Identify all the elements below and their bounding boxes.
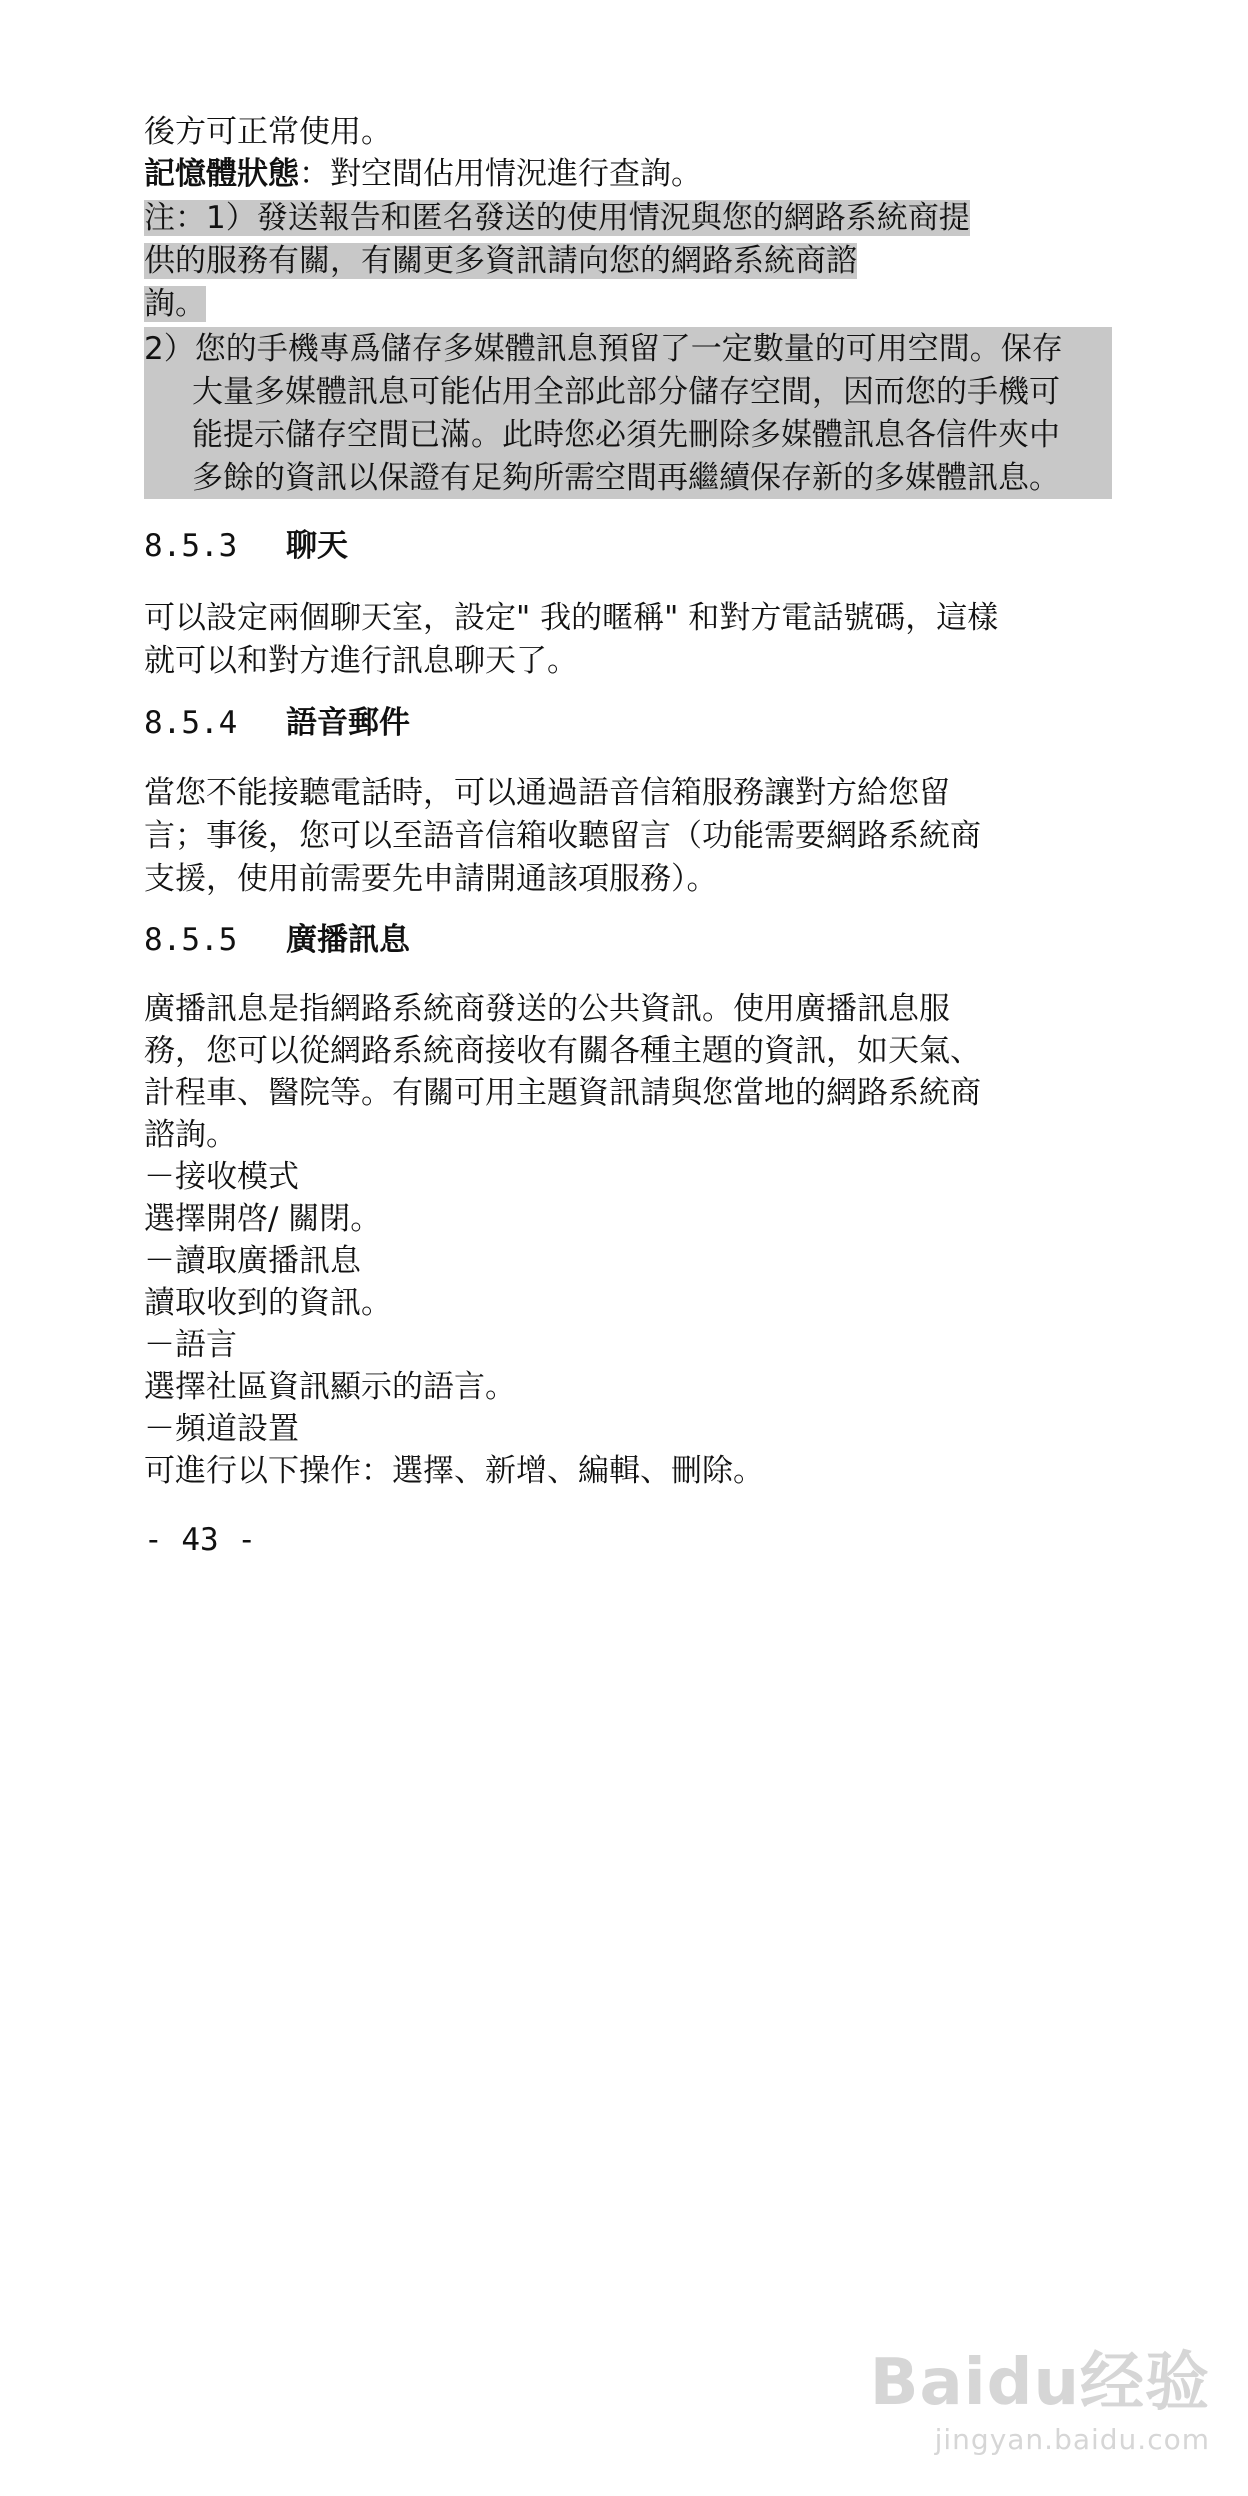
page-number: - 43 - bbox=[144, 1522, 256, 1558]
section-title: 語音郵件 bbox=[286, 705, 410, 741]
note-2-line-3: 能提示儲存空間已滿。此時您必須先刪除多媒體訊息各信件夾中 bbox=[192, 417, 1060, 453]
watermark bbox=[870, 2331, 1210, 2456]
text-line: 後方可正常使用。 bbox=[144, 114, 392, 150]
memory-status-label: 記憶體狀態 bbox=[144, 156, 299, 192]
chat-body-line: 就可以和對方進行訊息聊天了。 bbox=[144, 643, 578, 679]
note-2-line-1: 2）您的手機專爲儲存多媒體訊息預留了一定數量的可用空間。保存 bbox=[144, 331, 1063, 367]
note-1-line-1 bbox=[144, 198, 970, 239]
voicemail-body-line: 當您不能接聽電話時，可以通過語音信箱服務讓對方給您留 bbox=[144, 775, 950, 811]
broadcast-body-line: －頻道設置 bbox=[144, 1411, 299, 1447]
chat-body-line: 可以設定兩個聊天室，設定" 我的暱稱" 和對方電話號碼，這樣 bbox=[144, 600, 999, 636]
broadcast-body-line: －語言 bbox=[144, 1327, 237, 1363]
broadcast-body-line: －讀取廣播訊息 bbox=[144, 1243, 361, 1279]
broadcast-body-line: 選擇開啓/ 關閉。 bbox=[144, 1201, 382, 1237]
watermark-logo: Baidu经验 bbox=[869, 2346, 1210, 2420]
section-number: 8.5.5 bbox=[144, 922, 238, 958]
note-1-line-3 bbox=[144, 284, 206, 325]
section-number: 8.5.4 bbox=[144, 705, 238, 741]
broadcast-body-line: －接收模式 bbox=[144, 1159, 299, 1195]
watermark-url: jingyan.baidu.com bbox=[934, 2423, 1210, 2456]
memory-status-line bbox=[144, 154, 702, 195]
voicemail-body-line: 支援，使用前需要先申請開通該項服務）。 bbox=[144, 861, 718, 897]
section-heading-chat bbox=[144, 526, 348, 567]
broadcast-body-line: 計程車、醫院等。有關可用主題資訊請與您當地的網路系統商 bbox=[144, 1075, 981, 1111]
broadcast-body-line: 讀取收到的資訊。 bbox=[144, 1285, 392, 1321]
broadcast-body-line: 廣播訊息是指網路系統商發送的公共資訊。使用廣播訊息服 bbox=[144, 991, 950, 1027]
section-title: 廣播訊息 bbox=[286, 922, 410, 958]
note-text: 詢。 bbox=[144, 286, 206, 322]
note-text: 注：1）發送報告和匿名發送的使用情況與您的網路系統商提 bbox=[144, 200, 970, 236]
note-2-line-4: 多餘的資訊以保證有足夠所需空間再繼續保存新的多媒體訊息。 bbox=[192, 460, 1060, 496]
section-heading-broadcast bbox=[144, 920, 410, 961]
note-2-line-2: 大量多媒體訊息可能佔用全部此部分儲存空間，因而您的手機可 bbox=[192, 374, 1060, 410]
broadcast-body-line: 務，您可以從網路系統商接收有關各種主題的資訊，如天氣、 bbox=[144, 1033, 981, 1069]
section-title: 聊天 bbox=[286, 528, 348, 564]
section-heading-voicemail bbox=[144, 703, 410, 744]
memory-status-text: ：對空間佔用情況進行查詢。 bbox=[299, 156, 702, 192]
broadcast-body-line: 可進行以下操作：選擇、新增、編輯、刪除。 bbox=[144, 1453, 764, 1489]
broadcast-body-line: 諮詢。 bbox=[144, 1117, 237, 1153]
note-1-line-2 bbox=[144, 241, 857, 282]
voicemail-body-line: 言；事後，您可以至語音信箱收聽留言（功能需要網路系統商 bbox=[144, 818, 981, 854]
note-text: 供的服務有關，有關更多資訊請向您的網路系統商諮 bbox=[144, 243, 857, 279]
broadcast-body-line: 選擇社區資訊顯示的語言。 bbox=[144, 1369, 516, 1405]
section-number: 8.5.3 bbox=[144, 528, 238, 564]
